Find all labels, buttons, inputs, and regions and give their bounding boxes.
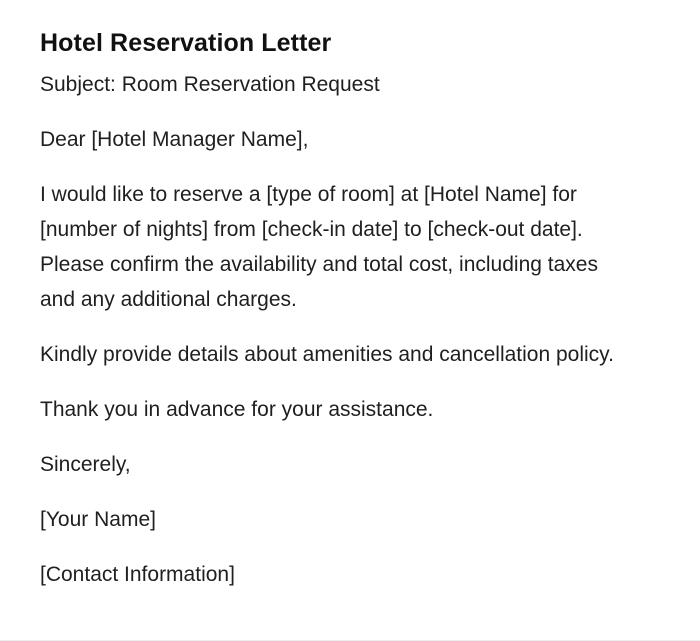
- signature-name: [Your Name]: [40, 508, 156, 531]
- body-line-1: I would like to reserve a [type of room] at [Hotel Name] for: [40, 183, 577, 206]
- body-line-3: Please confirm the availability and total cost, including taxes: [40, 253, 598, 276]
- amenities-line: Kindly provide details about amenities and cancellation policy.: [40, 343, 614, 366]
- thanks-line: Thank you in advance for your assistance.: [40, 398, 434, 421]
- closing: Sincerely,: [40, 453, 131, 476]
- body-line-2: [number of nights] from [check-in date] to [check-out date].: [40, 218, 583, 241]
- body-line-4: and any additional charges.: [40, 288, 297, 311]
- body-paragraph: [40, 177, 660, 317]
- subject-line: Subject: Room Reservation Request: [40, 73, 380, 96]
- signature-contact: [Contact Information]: [40, 563, 235, 586]
- salutation: Dear [Hotel Manager Name],: [40, 128, 309, 151]
- page-title: Hotel Reservation Letter: [40, 29, 332, 57]
